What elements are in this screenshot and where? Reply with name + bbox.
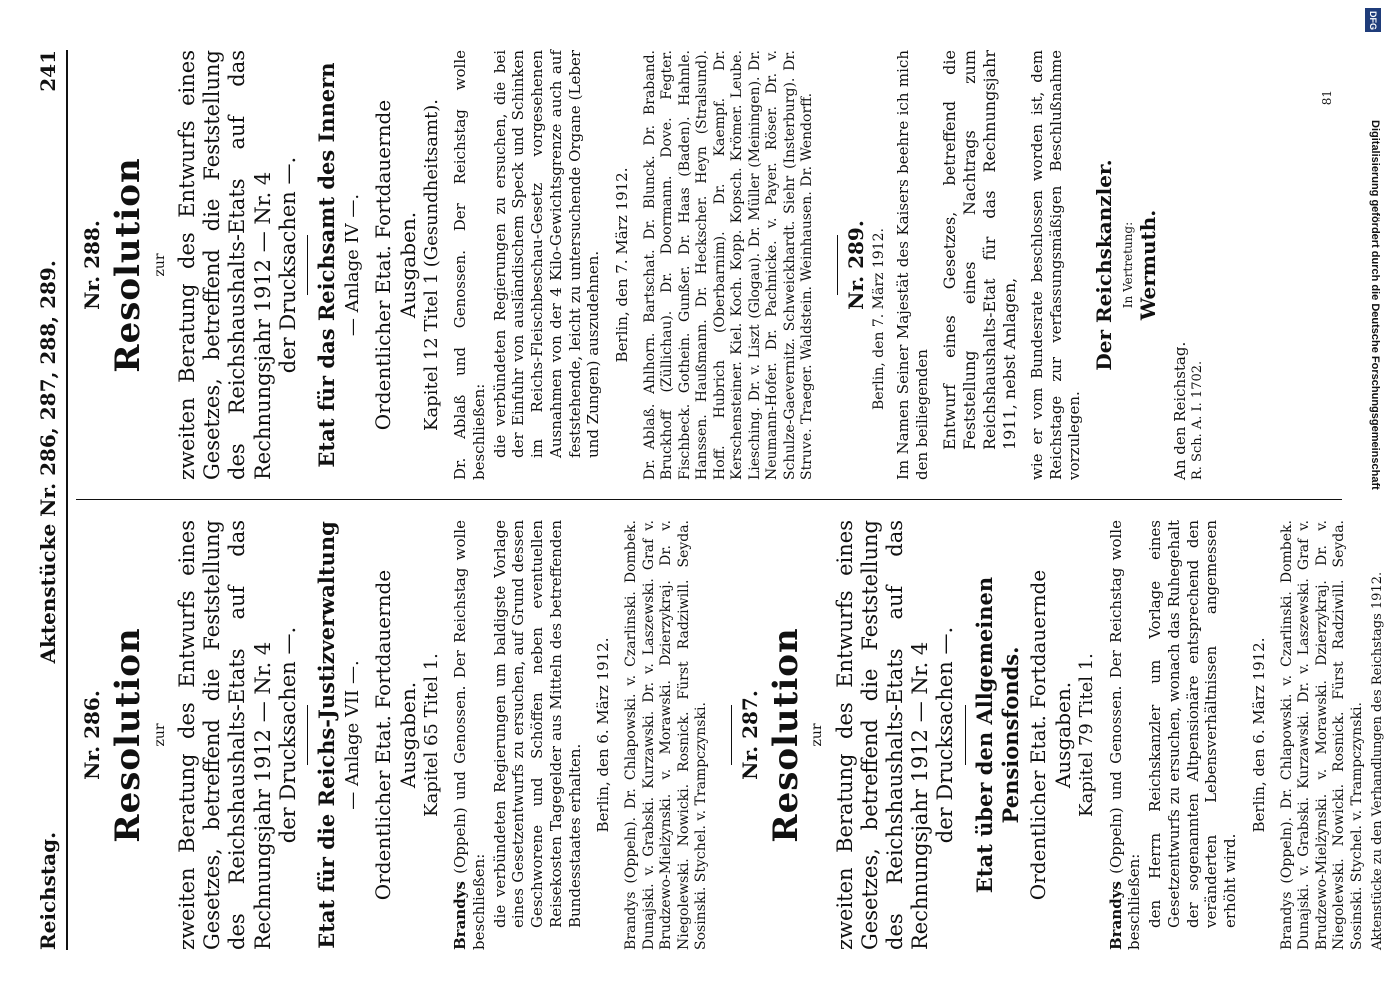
intro-name: Brandys <box>450 881 469 950</box>
reference-number: R. Sch. A. I. 1702. <box>1189 360 1205 480</box>
bill-title-text: Entwurf eines Gesetzes, betreffend die Feststellung eines Nachtrags zum Reichshaushalts-Etat für das Rechnungsjahr 1911, nebst Anlagen, <box>939 50 1019 450</box>
page-header <box>36 50 62 950</box>
document-289 <box>843 50 1205 480</box>
signatories: Dr. Ablaß. Ahlhorn. Bartschat. Dr. Blunck. Dr. Braband. Bruckhoff (Züllichau). Dr. Doormann. Dove. Fegter. Fischbeck. Gothein. Gunßer. Dr. Haas (Baden). Hahnle. Hanssen. Haußmann. Dr. Heckscher. Heyn (Stralsund). Hoff. Hubrich (Oberbarnim). Dr. Kaempf. Dr. Kerschensteiner. Kiel. Koch. Kopp. Kopsch. Krömer. Leube. Liesching. Dr. v. Liszt (Glogau). Dr. Müller (Meiningen). Dr. Neumann-Hofer. Dr. Pachnicke. v. Payer. Röser. Dr. v. Schulze-Gaevernitz. Schweickhardt. Siehr (Insterburg). Dr. Struve. Traeger. Waldstein. Weinhausen. Dr. Wendorff. <box>641 50 815 480</box>
in-vertretung: In Vertretung: <box>1120 221 1135 309</box>
lead-tail: der Drucksachen —. <box>932 626 957 844</box>
doc-lead <box>175 520 301 950</box>
short-rule <box>964 705 965 765</box>
motion-date: Berlin, den 6. März 1912. <box>593 637 612 833</box>
bill-title <box>939 50 1019 480</box>
lead-text: zweiten Beratung des Entwurfs eines Gesetzes, betreffend die Feststellung des Reichshaushalts-Etats auf das Rechnungsjahr 1912 — Nr. 4 <box>174 520 275 950</box>
etat-heading: Etat für das Reichsamt des Innern <box>313 62 339 468</box>
doc-title: Resolution <box>107 157 148 373</box>
right-column <box>76 50 1342 480</box>
doc-lead <box>832 520 958 950</box>
signatories: Brandys (Oppeln). Dr. Chlapowski. v. Czarlinski. Dombek. Dunajski. v. Grabski. Kurzawski. Dr. v. Laszewski. Graf v. Brudzewo-Mielżynski. v. Morawski. Dzierzykraj. Dr. v. Niegolewski. Nowicki. Rosnick. Fürst Radziwill. Seyda. Sosinski. Stychel. v. Trampczynski. <box>622 520 709 950</box>
lead-text: zweiten Beratung des Entwurfs eines Gesetzes, betreffend die Feststellung des Reichshaushalts-Etats auf das Rechnungsjahr 1912 — Nr. 4 <box>832 520 932 950</box>
header-rule <box>66 50 68 950</box>
lead-text: zweiten Beratung des Entwurfs eines Gesetzes, betreffend die Feststellung des Reichshaushalts-Etats auf das Rechnungsjahr 1912 — Nr. 4 <box>174 50 275 480</box>
short-rule <box>306 705 307 765</box>
anlage: — Anlage VII —. <box>341 660 363 810</box>
etat-heading: Etat über den Allgemeinen Pensionsfonds. <box>971 576 1023 894</box>
ordentlicher-etat: Ordentlicher Etat. Fortdauernde Ausgaben. <box>370 99 420 431</box>
ordentlicher-etat: Ordentlicher Etat. Fortdauernde Ausgaben. <box>1025 569 1075 901</box>
page-footer-number: 81 <box>1319 90 1334 106</box>
doc-zur: zur <box>808 723 825 747</box>
kapitel: Kapitel 65 Titel 1. <box>420 653 442 817</box>
doc-lead <box>175 50 301 480</box>
etat-heading: Etat für die Reichs-Justizverwaltung <box>313 521 339 949</box>
header-center: Aktenstücke Nr. 286, 287, 288, 289. <box>35 260 60 664</box>
dfg-watermark: Digitalisierung gefördert durch die Deutsche Forschungsgemeinschaft <box>1369 120 1381 490</box>
left-column <box>76 520 1385 950</box>
chancellor-title: Der Reichskanzler. <box>1091 159 1116 371</box>
short-rule <box>730 705 731 765</box>
doc-number: Nr. 288. <box>79 220 104 310</box>
motion-intro <box>451 520 489 950</box>
doc-zur: zur <box>151 723 167 747</box>
volume-footer: Aktenstücke zu den Verhandlungen des Reichstags 1912. <box>1369 571 1385 950</box>
letter-closing: wie er vom Bundesrate beschlossen worden ist, dem Reichstage zur verfassungsmäßigen Beschlußnahme vorzulegen. <box>1027 50 1083 480</box>
motion-intro: Dr. Ablaß und Genossen. Der Reichstag wolle beschließen: <box>450 50 488 480</box>
page-number: 241 <box>35 50 60 92</box>
doc-zur: zur <box>151 253 167 277</box>
column-divider <box>76 499 1342 500</box>
lead-tail: der Drucksachen —. <box>275 626 300 844</box>
motion-body: die verbündeten Regierungen um baldigste Vorlage eines Gesetzentwurfs zu ersuchen, auf Grund dessen Geschworene und Schöffen neben eventuellen Reisekosten Tagegelder aus Mitteln des betreffenden Bundesstaates erhalten. <box>490 520 584 928</box>
intro-text: (Oppeln) und Genossen. Der Reichstag wolle beschließen: <box>1106 520 1143 950</box>
short-rule <box>836 235 837 295</box>
ordentlicher-etat: Ordentlicher Etat. Fortdauernde Ausgaben. <box>370 569 420 901</box>
motion-body: die verbündeten Regierungen zu ersuchen, die bei der Einfuhr von ausländischem Speck und Schinken im Reichs-Fleischbeschau-Gesetz vorgesehenen Ausnahmen von der 4 Kilo-Gewichtsgrenze auch auf feststehende, leicht zu untersuchende Organe (Leber und Zungen) auszudehnen. <box>490 50 602 458</box>
resolution-287 <box>737 520 1386 950</box>
letter-intro: Im Namen Seiner Majestät des Kaisers beehre ich mich den beiliegenden <box>893 50 931 480</box>
kapitel: Kapitel 12 Titel 1 (Gesundheitsamt). <box>420 99 442 431</box>
motion-date: Berlin, den 6. März 1912. <box>1249 637 1268 833</box>
motion-intro <box>1106 520 1144 950</box>
doc-number: Nr. 289. <box>843 220 868 310</box>
intro-text: (Oppeln) und Genossen. Der Reichstag wolle beschließen: <box>450 520 488 950</box>
doc-title: Resolution <box>107 627 148 843</box>
kapitel: Kapitel 79 Titel 1. <box>1075 653 1097 817</box>
letter-date: Berlin, den 7. März 1912. <box>870 228 887 410</box>
resolution-286 <box>80 520 711 950</box>
signer-name: Wermuth. <box>1135 209 1160 321</box>
header-left: Reichstag. <box>35 831 60 950</box>
addressee: An den Reichstag. <box>1170 341 1189 480</box>
motion-body: den Herrn Reichskanzler um Vorlage eines Gesetzentwurfs zu ersuchen, wonach das Ruhegehalt der sogenannten Altpensionäre entsprechend den veränderten Lebensverhältnissen angemessen erhöht wird. <box>1145 520 1239 928</box>
intro-name: Brandys <box>1106 881 1125 950</box>
doc-number: Nr. 287. <box>737 690 762 780</box>
resolution-288 <box>80 50 817 480</box>
signatories: Brandys (Oppeln). Dr. Chlapowski. v. Czarlinski. Dombek. Dunajski. v. Grabski. Kurzawski. Dr. v. Laszewski. Graf v. Brudzewo-Mielżynski. v. Morawski. Dzierzykraj. Dr. v. Niegolewski. Nowicki. Rosnick. Fürst Radziwill. Seyda. Sosinski. Stychel. v. Trampczynski. <box>1278 520 1365 950</box>
lead-tail: der Drucksachen —. <box>275 156 300 374</box>
dfg-logo-icon: DFG <box>1365 8 1381 32</box>
short-rule <box>306 235 307 295</box>
doc-title: Resolution <box>765 627 806 843</box>
dfg-strip <box>1361 0 1383 1000</box>
anlage: — Anlage IV —. <box>341 193 363 337</box>
doc-number: Nr. 286. <box>79 690 104 780</box>
motion-date: Berlin, den 7. März 1912. <box>612 167 631 363</box>
